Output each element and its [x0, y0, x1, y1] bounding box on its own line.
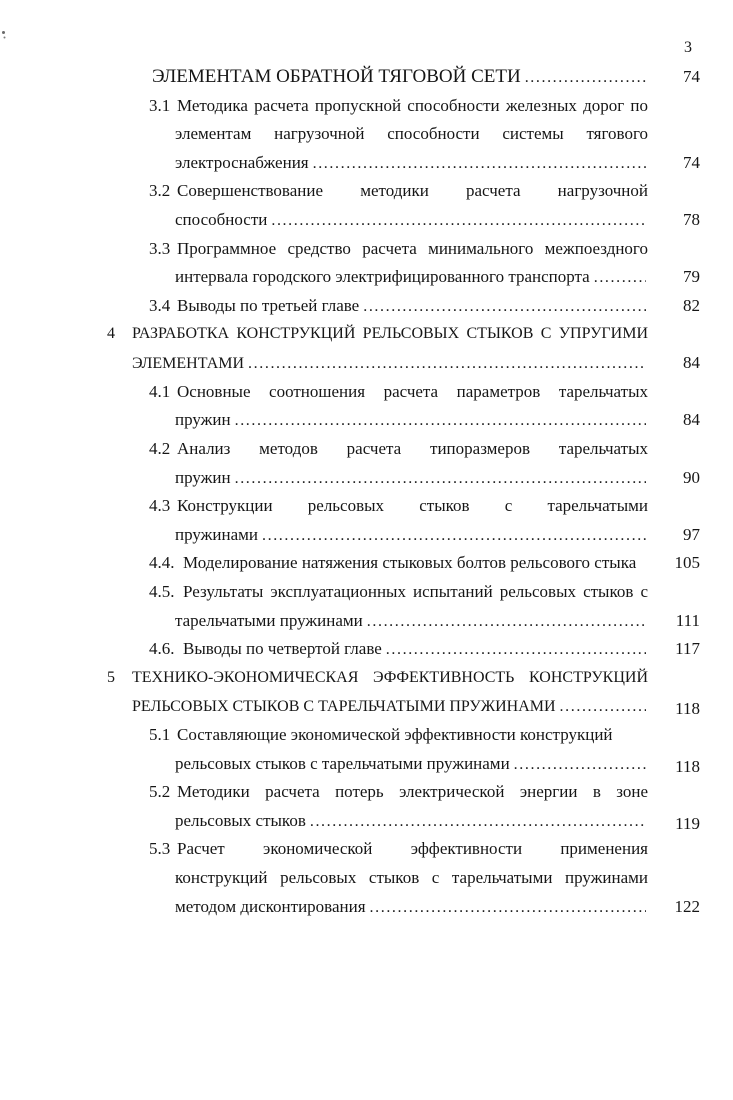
page-ref: 122 [674, 896, 700, 916]
toc-row [0, 664, 733, 693]
dot-leader [262, 521, 646, 551]
toc-row [0, 864, 733, 893]
toc-row [0, 807, 733, 836]
toc-entry-text: ЭЛЕМЕНТАМИ [132, 355, 245, 373]
dot-leader [514, 750, 646, 780]
toc-row [0, 435, 733, 464]
toc-row [0, 607, 733, 636]
toc-row [0, 177, 733, 206]
toc-entry-text: Конструкции рельсовых стыков с тарельчатыми [177, 496, 648, 516]
toc-entry-text: Программное средство расчета минимального межпоездного [177, 238, 648, 258]
toc-entry-text: электроснабжения [175, 152, 309, 172]
toc-entry-text: Совершенствование методики расчета нагрузочной [177, 181, 648, 201]
page-ref: 82 [683, 295, 700, 315]
toc-row [0, 378, 733, 407]
item-number: 4.5. [149, 581, 175, 601]
table-of-contents [0, 63, 733, 921]
toc-row [0, 578, 733, 607]
scan-artifact [2, 31, 5, 34]
item-number: 5.2 [149, 782, 171, 802]
page-ref: 117 [675, 639, 700, 659]
item-number: 3.2 [149, 181, 171, 201]
toc-row [0, 492, 733, 521]
toc-entry-text: способности [175, 210, 268, 230]
dot-leader [363, 292, 646, 322]
dot-leader [370, 893, 646, 923]
dot-leader [310, 807, 646, 837]
dot-leader [525, 63, 646, 93]
item-number: 3.4 [149, 295, 171, 315]
item-number: 4 [107, 325, 115, 343]
toc-entry-text: конструкций рельсовых стыков с тарельчатыми пружинами [175, 868, 648, 888]
toc-entry-text: Расчет экономической эффективности применения [177, 839, 648, 859]
item-number: 3.3 [149, 238, 171, 258]
page-ref: 74 [683, 67, 700, 86]
toc-entry-text: ТЕХНИКО-ЭКОНОМИЧЕСКАЯ ЭФФЕКТИВНОСТЬ КОНСТРУКЦИЙ [132, 668, 648, 686]
page-ref: 119 [675, 813, 700, 833]
toc-row [0, 92, 733, 121]
toc-row [0, 464, 733, 493]
toc-entry-text: пружин [175, 467, 231, 487]
page-ref: 79 [683, 267, 700, 287]
toc-entry-text: рельсовых стыков [175, 810, 306, 830]
page-ref: 97 [683, 524, 700, 544]
toc-entry-text: Выводы по четвертой главе [183, 639, 382, 659]
item-number: 5.3 [149, 839, 171, 859]
toc-row [0, 692, 733, 721]
toc-entry-text: пружин [175, 410, 231, 430]
page-ref: 118 [675, 699, 700, 719]
toc-row [0, 721, 733, 750]
toc-row [0, 320, 733, 349]
page-ref: 118 [675, 756, 700, 776]
toc-row [0, 635, 733, 664]
toc-row [0, 63, 733, 92]
dot-leader [386, 635, 646, 665]
page-ref: 78 [683, 210, 700, 230]
dot-leader [313, 149, 646, 179]
dot-leader [367, 607, 646, 637]
page-ref: 74 [683, 152, 700, 172]
toc-entry-text: Основные соотношения расчета параметров тарельчатых [177, 381, 648, 401]
toc-entry-text: методом дисконтирования [175, 896, 366, 916]
item-number: 4.6. [149, 639, 175, 659]
toc-row [0, 235, 733, 264]
toc-entry-text: Результаты эксплуатационных испытаний рельсовых стыков с [183, 581, 648, 601]
toc-row [0, 893, 733, 922]
toc-row [0, 120, 733, 149]
item-number: 5 [107, 668, 115, 686]
toc-entry-text: Методика расчета пропускной способности железных дорог по [177, 95, 648, 115]
dot-leader [235, 464, 646, 494]
toc-entry-text: интервала городского электрифицированного транспорта [175, 267, 590, 287]
page-ref: 84 [683, 410, 700, 430]
toc-row [0, 778, 733, 807]
toc-entry-text: РЕЛЬСОВЫХ СТЫКОВ С ТАРЕЛЬЧАТЫМИ ПРУЖИНАМИ [132, 698, 556, 716]
toc-row [0, 206, 733, 235]
toc-row [0, 521, 733, 550]
toc-row [0, 292, 733, 321]
toc-entry-text: рельсовых стыков с тарельчатыми пружинами [175, 753, 510, 773]
dot-leader [560, 693, 646, 722]
toc-row [0, 549, 733, 578]
toc-entry-text: элементам нагрузочной способности системы тягового [175, 124, 648, 144]
dot-leader [248, 350, 646, 379]
page-ref: 105 [674, 553, 700, 573]
dot-leader [594, 263, 646, 293]
toc-row [0, 406, 733, 435]
toc-row [0, 349, 733, 378]
page-ref: 111 [675, 610, 700, 630]
toc-entry-text: Моделирование натяжения стыковых болтов рельсового стыка [183, 553, 637, 573]
toc-row [0, 263, 733, 292]
toc-entry-text: Анализ методов расчета типоразмеров тарельчатых [177, 438, 648, 458]
item-number: 4.4. [149, 553, 175, 573]
dot-leader [235, 406, 646, 436]
toc-entry-text: Составляющие экономической эффективности конструкций [177, 725, 613, 745]
page-ref: 84 [683, 353, 700, 373]
item-number: 3.1 [149, 95, 171, 115]
toc-entry-text: тарельчатыми пружинами [175, 610, 363, 630]
toc-entry-text: пружинами [175, 524, 258, 544]
item-number: 4.2 [149, 438, 171, 458]
dot-leader [271, 206, 646, 236]
toc-entry-text: ЭЛЕМЕНТАМ ОБРАТНОЙ ТЯГОВОЙ СЕТИ [152, 66, 521, 87]
toc-entry-text: РАЗРАБОТКА КОНСТРУКЦИЙ РЕЛЬСОВЫХ СТЫКОВ С УПРУГИМИ [132, 325, 648, 343]
toc-row [0, 750, 733, 779]
toc-row [0, 835, 733, 864]
page-number: 3 [684, 39, 692, 56]
item-number: 4.3 [149, 496, 171, 516]
page-ref: 90 [683, 467, 700, 487]
toc-row [0, 149, 733, 178]
toc-entry-text: Выводы по третьей главе [177, 295, 360, 315]
toc-entry-text: Методики расчета потерь электрической энергии в зоне [177, 782, 648, 802]
item-number: 4.1 [149, 381, 171, 401]
item-number: 5.1 [149, 725, 171, 745]
